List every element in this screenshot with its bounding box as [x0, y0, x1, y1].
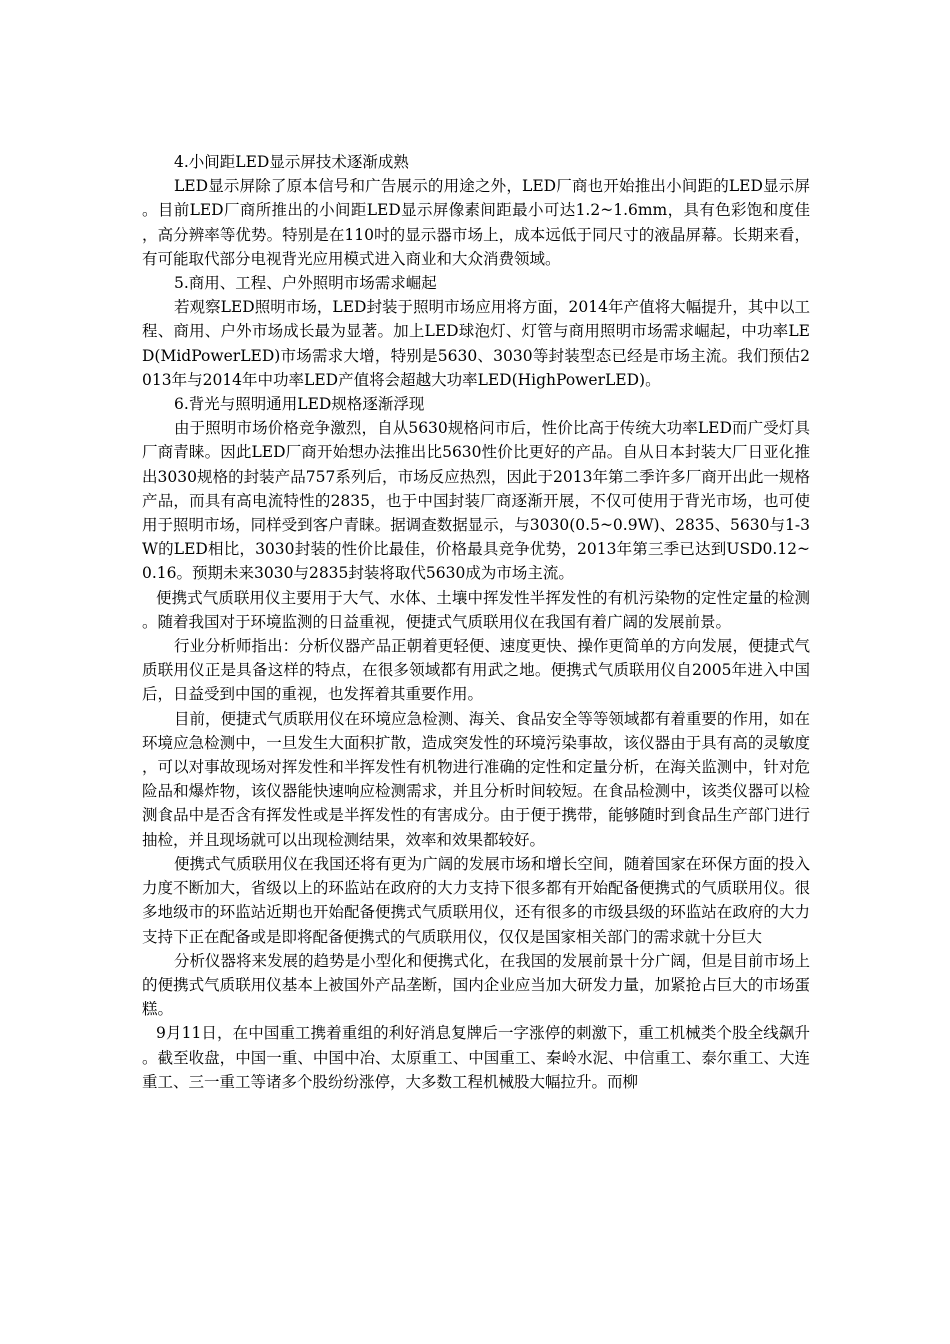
paragraph-led-display: LED显示屏除了原本信号和广告展示的用途之外，LED厂商也开始推出小间距的LED显示屏。目前LED厂商所推出的小间距LED显示屏像素间距最小可达1.2~1.6mm，具有色彩饱和度佳，高分辨率等优势。特别是在110吋的显示器市场上，成本远低于同尺寸的液晶屏幕。长期来看，有可能取代部分电视背光应用模式进入商业和大众消费领域。 [142, 177, 810, 268]
paragraph-market: 便携式气质联用仪在我国还将有更为广阔的发展市场和增长空间，随着国家在环保方面的投入力度不断加大，省级以上的环监站在政府的大力支持下很多都有开始配备便携式的气质联用仪。很多地级市的环监站近期也开始配备便携式气质联用仪，还有很多的市级县级的环监站在政府的大力支持下正在配备或是即将配备便携式的气质联用仪，仅仅是国家相关部门的需求就十分巨大 [142, 854, 810, 946]
paragraph-spec: 由于照明市场价格竞争激烈，自从5630规格问市后，性价比高于传统大功率LED而广受灯具厂商青睐。因此LED厂商开始想办法推出比5630性价比更好的产品。自从日本封装大厂日亚化推出3030规格的封装产品757系列后，市场反应热烈，因此于2013年第二季许多厂商开出此一规格产品，而具有高电流特性的2835，也于中国封装厂商逐渐开展，不仅可使用于背光市场，也可使用于照明市场，同样受到客户青睐。据调查数据显示，与3030(0.5~0.9W)、2835、5630与1-3W的LED相比，3030封装的性价比最佳，价格最具竞争优势，2013年第三季已达到USD0.12~0.16。预期未来3030与2835封装将取代5630成为市场主流。 [142, 419, 810, 583]
paragraph-news: 9月11日，在中国重工携着重组的利好消息复牌后一字涨停的刺激下，重工机械类个股全线飙升。截至收盘，中国一重、中国中冶、太原重工、中国重工、秦岭水泥、中信重工、泰尔重工、大连重工、三一重工等诸多个股纷纷涨停，大多数工程机械股大幅拉升。而柳 [142, 1024, 810, 1091]
section-heading-6: 6.背光与照明通用LED规格逐渐浮现 [174, 395, 425, 414]
paragraph-analyst: 行业分析师指出：分析仪器产品正朝着更轻便、速度更快、操作更简单的方向发展，便捷式气质联用仪正是具备这样的特点，在很多领域都有用武之地。便携式气质联用仪自2005年进入中国后，日益受到中国的重视，也发挥着其重要作用。 [142, 637, 810, 704]
document-body [142, 150, 810, 1094]
paragraph-current-use: 目前，便捷式气质联用仪在环境应急检测、海关、食品安全等等领域都有着重要的作用，如在环境应急检测中，一旦发生大面积扩散，造成突发性的环境污染事故，该仪器由于具有高的灵敏度，可以对事故现场对挥发性和半挥发性有机物进行准确的定性和定量分析，在海关监测中，针对危险品和爆炸物，该仪器能快速响应检测需求，并且分析时间较短。在食品检测中，该类仪器可以检测食品中是否含有挥发性或是半挥发性的有害成分。由于便于携带，能够随时到食品生产部门进行抽检，并且现场就可以出现检测结果，效率和效果都较好。 [142, 709, 810, 849]
section-heading-4: 4.小间距LED显示屏技术逐渐成熟 [174, 153, 409, 171]
paragraph-trend: 分析仪器将来发展的趋势是小型化和便携式化，在我国的发展前景十分广阔，但是目前市场上的便携式气质联用仪基本上被国外产品垄断，国内企业应当加大研发力量，加紧抢占巨大的市场蛋糕。 [142, 951, 810, 1019]
paragraph-lighting: 若观察LED照明市场，LED封装于照明市场应用将方面，2014年产值将大幅提升，其中以工程、商用、户外市场成长最为显著。加上LED球泡灯、灯管与商用照明市场需求崛起，中功率LED(MidPowerLED)市场需求大增，特别是5630、3030等封装型态已经是市场主流。我们预估2013年与2014年中功率LED产值将会超越大功率LED(HighPowerLED)。 [142, 298, 810, 389]
section-heading-5: 5.商用、工程、户外照明市场需求崛起 [174, 274, 437, 293]
paragraph-gcms-intro: 便携式气质联用仪主要用于大气、水体、土壤中挥发性半挥发性的有机污染物的定性定量的检测。随着我国对于环境监测的日益重视，便捷式气质联用仪在我国有着广阔的发展前景。 [142, 588, 810, 631]
